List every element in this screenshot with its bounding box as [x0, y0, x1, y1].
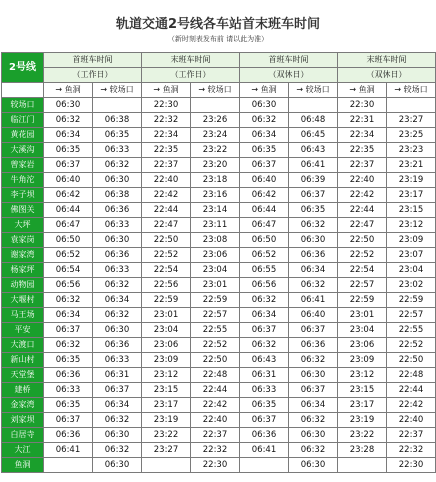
time-cell: 22:56	[142, 278, 191, 293]
time-cell: 23:19	[338, 413, 387, 428]
station-name: 大坪	[2, 218, 44, 233]
time-cell: 06:33	[93, 218, 142, 233]
station-name: 谢家湾	[2, 248, 44, 263]
time-cell: 06:32	[289, 353, 338, 368]
time-cell: 22:42	[191, 398, 240, 413]
time-cell	[191, 98, 240, 113]
time-cell	[93, 98, 142, 113]
table-row	[2, 383, 436, 398]
time-cell: 23:04	[191, 263, 240, 278]
time-cell: 06:30	[289, 458, 338, 473]
time-cell: 06:36	[44, 428, 93, 443]
station-name: 白居寺	[2, 428, 44, 443]
time-cell: 06:47	[240, 218, 289, 233]
direction-header: → 较场口	[387, 83, 436, 98]
time-cell: 23:02	[387, 278, 436, 293]
time-cell: 23:04	[338, 323, 387, 338]
time-cell	[289, 98, 338, 113]
group-header-label: 首班车时间	[44, 53, 142, 68]
time-cell: 22:59	[387, 293, 436, 308]
station-name: 临江门	[2, 113, 44, 128]
time-cell: 06:34	[289, 263, 338, 278]
time-cell: 06:43	[289, 143, 338, 158]
time-cell: 23:04	[142, 323, 191, 338]
time-cell: 06:37	[289, 323, 338, 338]
station-name: 大渡口	[2, 338, 44, 353]
time-cell: 23:27	[142, 443, 191, 458]
table-row	[2, 428, 436, 443]
time-cell: 22:44	[191, 383, 240, 398]
time-cell	[142, 458, 191, 473]
time-cell: 23:07	[387, 248, 436, 263]
time-cell: 06:34	[289, 398, 338, 413]
time-cell: 06:33	[240, 383, 289, 398]
time-cell: 06:34	[93, 293, 142, 308]
table-row	[2, 143, 436, 158]
time-cell: 06:36	[93, 338, 142, 353]
time-cell: 06:54	[44, 263, 93, 278]
group-header-day: （双休日）	[338, 68, 436, 83]
group-header-label: 末班车时间	[142, 53, 240, 68]
time-cell: 06:34	[240, 128, 289, 143]
time-cell: 23:12	[338, 368, 387, 383]
time-cell: 06:42	[44, 188, 93, 203]
time-cell: 23:12	[387, 218, 436, 233]
time-cell: 06:37	[289, 383, 338, 398]
time-cell: 06:32	[93, 443, 142, 458]
time-cell: 22:37	[142, 158, 191, 173]
time-cell: 22:32	[191, 443, 240, 458]
time-cell: 06:44	[44, 203, 93, 218]
station-name: 曾家岩	[2, 158, 44, 173]
time-cell: 23:23	[387, 143, 436, 158]
time-cell: 06:37	[44, 323, 93, 338]
time-cell: 06:41	[289, 293, 338, 308]
table-row	[2, 353, 436, 368]
time-cell: 22:50	[191, 353, 240, 368]
table-row	[2, 458, 436, 473]
time-cell: 06:32	[240, 338, 289, 353]
direction-header: → 鱼洞	[240, 83, 289, 98]
time-cell: 06:39	[289, 173, 338, 188]
time-cell: 06:40	[44, 173, 93, 188]
time-cell: 06:32	[93, 158, 142, 173]
time-cell: 22:59	[338, 293, 387, 308]
time-cell: 22:54	[142, 263, 191, 278]
table-row	[2, 218, 436, 233]
time-cell: 06:34	[240, 308, 289, 323]
group-header-label: 首班车时间	[240, 53, 338, 68]
time-cell: 06:32	[93, 278, 142, 293]
table-row	[2, 248, 436, 263]
title-area	[0, 0, 436, 52]
time-cell: 23:20	[191, 158, 240, 173]
time-cell: 06:32	[240, 113, 289, 128]
time-cell: 06:48	[289, 113, 338, 128]
time-cell	[44, 458, 93, 473]
time-cell: 23:09	[142, 353, 191, 368]
time-cell: 06:32	[44, 293, 93, 308]
time-cell: 22:34	[338, 128, 387, 143]
table-row	[2, 398, 436, 413]
time-cell: 06:43	[240, 353, 289, 368]
time-cell: 06:40	[289, 308, 338, 323]
time-cell: 22:32	[142, 113, 191, 128]
time-cell	[387, 98, 436, 113]
time-cell: 06:44	[240, 203, 289, 218]
time-cell: 06:37	[240, 323, 289, 338]
time-cell: 06:52	[44, 248, 93, 263]
time-cell: 22:44	[338, 203, 387, 218]
time-cell: 22:42	[142, 188, 191, 203]
time-cell: 06:34	[44, 308, 93, 323]
station-name: 牛角沱	[2, 173, 44, 188]
page-subtitle: （新时刻表发布前 请以此为准）	[167, 35, 269, 43]
time-cell: 06:32	[289, 413, 338, 428]
time-cell: 06:35	[289, 203, 338, 218]
table-row	[2, 413, 436, 428]
time-cell: 23:15	[338, 383, 387, 398]
time-cell: 23:19	[387, 173, 436, 188]
time-cell: 22:57	[387, 308, 436, 323]
time-cell: 22:59	[142, 293, 191, 308]
time-cell: 23:22	[191, 143, 240, 158]
time-cell: 23:17	[338, 398, 387, 413]
time-cell: 06:30	[289, 428, 338, 443]
station-name: 大堰村	[2, 293, 44, 308]
time-cell: 23:22	[142, 428, 191, 443]
time-cell: 23:06	[142, 338, 191, 353]
time-cell: 23:14	[191, 203, 240, 218]
station-name: 较场口	[2, 98, 44, 113]
time-cell: 23:28	[338, 443, 387, 458]
time-cell: 23:25	[387, 128, 436, 143]
station-name: 金家湾	[2, 398, 44, 413]
time-cell: 06:32	[289, 278, 338, 293]
time-cell: 06:41	[44, 443, 93, 458]
time-cell	[240, 458, 289, 473]
time-cell: 06:33	[44, 383, 93, 398]
time-cell: 06:30	[93, 428, 142, 443]
time-cell: 23:18	[191, 173, 240, 188]
time-cell: 06:38	[93, 113, 142, 128]
time-cell: 06:32	[240, 293, 289, 308]
direction-header: → 较场口	[289, 83, 338, 98]
time-cell: 06:36	[44, 368, 93, 383]
time-cell: 23:19	[142, 413, 191, 428]
station-name: 黄花园	[2, 128, 44, 143]
time-cell: 22:59	[191, 293, 240, 308]
time-cell: 06:55	[240, 263, 289, 278]
time-cell: 23:21	[387, 158, 436, 173]
time-cell: 22:54	[338, 263, 387, 278]
station-name: 刘家坝	[2, 413, 44, 428]
time-cell: 06:35	[44, 143, 93, 158]
time-cell: 22:30	[387, 458, 436, 473]
direction-header: → 鱼洞	[142, 83, 191, 98]
table-row	[2, 443, 436, 458]
time-cell: 06:35	[44, 398, 93, 413]
station-name: 佛图关	[2, 203, 44, 218]
time-cell: 06:32	[93, 413, 142, 428]
time-cell: 06:34	[93, 398, 142, 413]
time-cell: 22:30	[338, 98, 387, 113]
table-row	[2, 233, 436, 248]
time-cell: 23:17	[387, 188, 436, 203]
time-cell: 06:36	[289, 338, 338, 353]
group-header-day: （工作日）	[44, 68, 142, 83]
time-cell: 06:42	[240, 188, 289, 203]
time-cell: 06:41	[289, 158, 338, 173]
time-cell: 06:35	[240, 398, 289, 413]
time-cell: 06:37	[93, 383, 142, 398]
time-cell: 06:37	[289, 188, 338, 203]
time-cell: 06:30	[240, 98, 289, 113]
group-header-day: （双休日）	[240, 68, 338, 83]
time-cell: 06:35	[93, 128, 142, 143]
time-cell: 23:01	[191, 278, 240, 293]
time-cell: 22:31	[338, 113, 387, 128]
time-cell: 23:11	[191, 218, 240, 233]
time-cell: 22:50	[387, 353, 436, 368]
time-cell: 06:50	[44, 233, 93, 248]
table-row	[2, 338, 436, 353]
station-name: 杨家坪	[2, 263, 44, 278]
time-cell: 06:36	[93, 203, 142, 218]
table-row	[2, 293, 436, 308]
table-row	[2, 203, 436, 218]
time-cell: 06:56	[240, 278, 289, 293]
time-cell: 22:40	[387, 413, 436, 428]
direction-header: → 较场口	[191, 83, 240, 98]
time-cell: 06:30	[93, 458, 142, 473]
table-row	[2, 188, 436, 203]
time-cell: 06:36	[93, 248, 142, 263]
time-cell: 22:30	[191, 458, 240, 473]
station-name: 大溪沟	[2, 143, 44, 158]
time-cell: 06:30	[93, 323, 142, 338]
time-cell: 22:57	[338, 278, 387, 293]
direction-header: → 较场口	[93, 83, 142, 98]
station-name: 平安	[2, 323, 44, 338]
time-cell: 06:31	[93, 368, 142, 383]
time-cell: 06:34	[44, 128, 93, 143]
table-row	[2, 113, 436, 128]
time-cell: 22:55	[387, 323, 436, 338]
time-cell: 23:26	[191, 113, 240, 128]
station-name: 李子坝	[2, 188, 44, 203]
time-cell: 23:24	[191, 128, 240, 143]
time-cell: 22:48	[191, 368, 240, 383]
time-cell: 23:27	[387, 113, 436, 128]
time-cell: 22:37	[338, 158, 387, 173]
time-cell: 23:01	[142, 308, 191, 323]
time-cell: 06:56	[44, 278, 93, 293]
station-name: 袁家岗	[2, 233, 44, 248]
time-cell: 23:17	[142, 398, 191, 413]
time-cell: 23:06	[191, 248, 240, 263]
time-cell: 06:32	[44, 113, 93, 128]
time-cell: 23:08	[191, 233, 240, 248]
time-cell: 06:38	[93, 188, 142, 203]
station-name: 天堂堡	[2, 368, 44, 383]
time-cell: 22:50	[142, 233, 191, 248]
time-cell: 06:36	[289, 248, 338, 263]
direction-header: → 鱼洞	[44, 83, 93, 98]
time-cell: 06:33	[93, 263, 142, 278]
time-cell: 23:04	[387, 263, 436, 278]
time-cell: 06:32	[93, 308, 142, 323]
time-cell: 22:40	[191, 413, 240, 428]
group-header-label: 末班车时间	[338, 53, 436, 68]
station-name: 鱼洞	[2, 458, 44, 473]
time-cell: 06:30	[93, 233, 142, 248]
time-cell: 06:32	[289, 443, 338, 458]
time-cell: 23:15	[142, 383, 191, 398]
time-cell: 22:44	[142, 203, 191, 218]
time-cell: 22:35	[142, 143, 191, 158]
time-cell: 23:16	[191, 188, 240, 203]
station-name: 大江	[2, 443, 44, 458]
table-row	[2, 128, 436, 143]
time-cell: 23:15	[387, 203, 436, 218]
time-cell: 06:45	[289, 128, 338, 143]
time-cell: 23:09	[338, 353, 387, 368]
station-name: 新山村	[2, 353, 44, 368]
time-cell: 22:48	[387, 368, 436, 383]
time-cell: 06:33	[93, 353, 142, 368]
table-row	[2, 173, 436, 188]
table-row	[2, 323, 436, 338]
time-cell: 06:47	[44, 218, 93, 233]
time-cell: 06:37	[240, 158, 289, 173]
time-cell: 22:30	[142, 98, 191, 113]
time-cell: 06:30	[44, 98, 93, 113]
direction-header: → 鱼洞	[338, 83, 387, 98]
line-badge: 2号线	[2, 53, 44, 83]
time-cell: 06:32	[289, 218, 338, 233]
group-header-day: （工作日）	[142, 68, 240, 83]
time-cell: 23:22	[338, 428, 387, 443]
time-cell: 06:37	[44, 413, 93, 428]
time-cell: 22:47	[338, 218, 387, 233]
time-cell: 22:42	[387, 398, 436, 413]
time-cell: 22:42	[338, 188, 387, 203]
station-name: 动物园	[2, 278, 44, 293]
table-row	[2, 263, 436, 278]
time-cell: 06:30	[289, 368, 338, 383]
time-cell: 06:37	[240, 413, 289, 428]
time-cell: 06:52	[240, 248, 289, 263]
time-cell: 06:35	[44, 353, 93, 368]
time-cell: 06:32	[44, 338, 93, 353]
station-name: 马王场	[2, 308, 44, 323]
table-row	[2, 278, 436, 293]
time-cell: 22:52	[191, 338, 240, 353]
time-cell: 22:57	[191, 308, 240, 323]
table-row	[2, 158, 436, 173]
time-cell: 22:37	[387, 428, 436, 443]
table-row	[2, 368, 436, 383]
table-row	[2, 308, 436, 323]
time-cell: 22:35	[338, 143, 387, 158]
timetable	[1, 52, 436, 473]
time-cell: 06:40	[240, 173, 289, 188]
time-cell: 22:40	[338, 173, 387, 188]
time-cell: 23:01	[338, 308, 387, 323]
time-cell: 06:41	[240, 443, 289, 458]
time-cell: 22:34	[142, 128, 191, 143]
time-cell: 22:44	[387, 383, 436, 398]
time-cell: 22:37	[191, 428, 240, 443]
time-cell: 06:30	[93, 173, 142, 188]
time-cell: 06:33	[93, 143, 142, 158]
time-cell: 06:35	[240, 143, 289, 158]
time-cell: 06:37	[44, 158, 93, 173]
time-cell: 22:32	[387, 443, 436, 458]
time-cell: 22:47	[142, 218, 191, 233]
time-cell: 06:31	[240, 368, 289, 383]
station-name: 建桥	[2, 383, 44, 398]
time-cell: 06:30	[289, 233, 338, 248]
time-cell: 22:50	[338, 233, 387, 248]
table-row	[2, 98, 436, 113]
time-cell: 22:52	[338, 248, 387, 263]
time-cell: 23:06	[338, 338, 387, 353]
time-cell: 23:09	[387, 233, 436, 248]
page-title: 轨道交通2号线各车站首末班车时间	[115, 17, 321, 32]
time-cell: 22:52	[387, 338, 436, 353]
time-cell: 22:40	[142, 173, 191, 188]
time-cell: 22:52	[142, 248, 191, 263]
time-cell: 06:36	[240, 428, 289, 443]
time-cell: 23:12	[142, 368, 191, 383]
time-cell: 22:55	[191, 323, 240, 338]
station-header-blank	[2, 83, 44, 98]
time-cell: 06:50	[240, 233, 289, 248]
time-cell	[338, 458, 387, 473]
